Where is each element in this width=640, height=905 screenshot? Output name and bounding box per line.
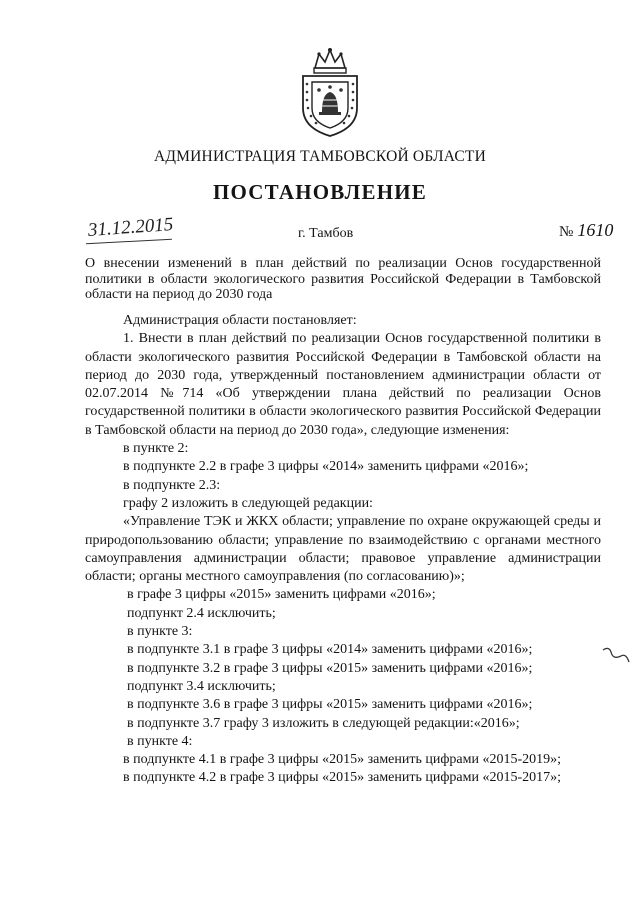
- document-date-handwritten: 31.12.2015: [87, 214, 174, 241]
- list-line: в подпункте 3.7 графу 3 изложить в следующей редакции:«2016»;: [127, 715, 520, 731]
- tambov-coat-of-arms-icon: [297, 46, 363, 138]
- intro-paragraph: Администрация области постановляет:: [123, 313, 357, 328]
- list-line: в пункте 2:: [123, 441, 189, 457]
- number-sign: №: [559, 224, 574, 240]
- list-line: подпункт 2.4 исключить;: [127, 605, 276, 621]
- list-line: в графе 3 цифры «2015» заменить цифрами «2016»;: [127, 587, 436, 603]
- document-body: [85, 312, 601, 788]
- list-line: в подпункте 2.3:: [123, 477, 221, 493]
- list-line: в пункте 3:: [127, 624, 193, 640]
- document-city: г. Тамбов: [298, 226, 354, 241]
- organization-name: АДМИНИСТРАЦИЯ ТАМБОВСКОЙ ОБЛАСТИ: [154, 148, 486, 165]
- document-type: ПОСТАНОВЛЕНИЕ: [212, 180, 428, 204]
- list-line: в подпункте 3.6 в графе 3 цифры «2015» заменить цифрами «2016»;: [127, 697, 533, 713]
- list-line: в подпункте 4.2 в графе 3 цифры «2015» заменить цифрами «2015-2017»;: [123, 770, 562, 786]
- handwritten-check-mark-icon: [601, 642, 631, 666]
- document-number: [559, 220, 613, 241]
- list-line: в подпункте 3.1 в графе 3 цифры «2014» заменить цифрами «2016»;: [127, 642, 533, 658]
- list-line: в подпункте 4.1 в графе 3 цифры «2015» заменить цифрами «2015-2019»;: [123, 752, 562, 768]
- list-line: в подпункте 2.2 в графе 3 цифры «2014» заменить цифрами «2016»;: [123, 459, 529, 475]
- quote-paragraph: «Управление ТЭК и ЖКХ области; управление по охране окружающей среды и природопользованию области; управление по взаимодействию с органами местного самоуправления администрации области; правовое управление администрации области; органы местного самоуправления (по согласованию)»;: [85, 514, 601, 585]
- list-line: в подпункте 3.2 в графе 3 цифры «2015» заменить цифрами «2016»;: [127, 660, 533, 676]
- list-line: графу 2 изложить в следующей редакции:: [123, 495, 373, 511]
- document-title: О внесении изменений в план действий по реализации Основ государственной политики в области экологического развития Российской Федерации в Тамбовской области на период до 2030 года: [85, 256, 601, 302]
- paragraph-1: 1. Внести в план действий по реализации Основ государственной политики в области экологического развития Российской Федерации в Тамбовской области на период до 2030 года, утвержденный постановлением администрации области от 02.07.2014 №714 «Об утверждении плана действий по реализации Основ государственной политики в области экологического развития Российской Федерации в Тамбовской области на период до 2030 года», следующие изменения:: [85, 331, 601, 438]
- document-number-value: 1610: [577, 220, 614, 240]
- list-line: подпункт 3.4 исключить;: [127, 678, 276, 694]
- list-line: в пункте 4:: [127, 733, 193, 749]
